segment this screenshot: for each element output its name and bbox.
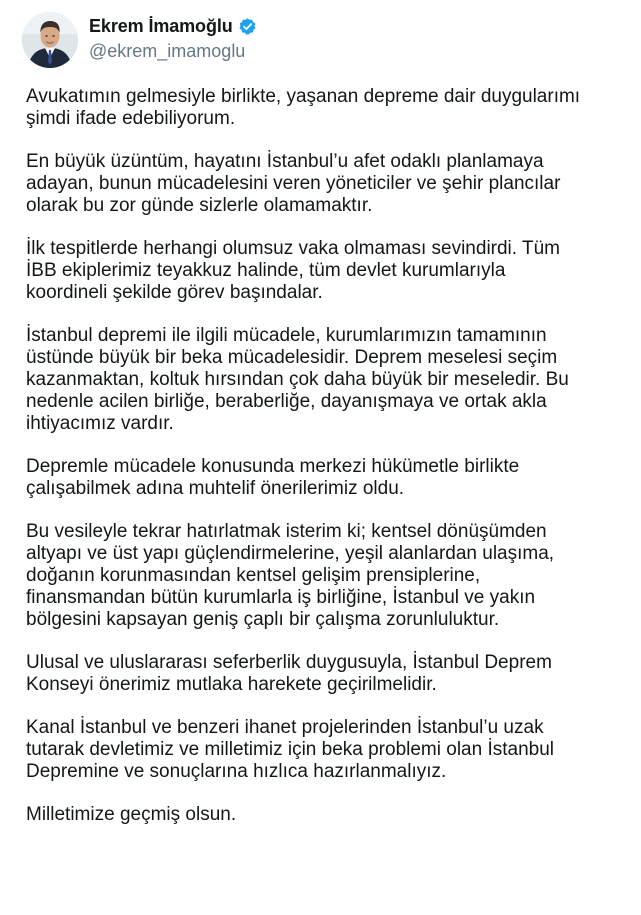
tweet-paragraph: Kanal İstanbul ve benzeri ihanet projelerinden İstanbul’u uzak tutarak devletimiz ve milletimiz için beka problemi olan İstanbul Depremine ve sonuçlarına hızlıca hazırlanmalıyız. xyxy=(26,717,555,782)
verified-badge-icon xyxy=(238,17,257,36)
tweet-paragraph: Milletimize geçmiş olsun. xyxy=(26,804,237,825)
tweet-paragraph: Depremle mücadele konusunda merkezi hükümetle birlikte çalışabilmek adına muhtelif önerilerimiz oldu. xyxy=(26,456,520,499)
tweet-paragraph: Avukatımın gelmesiyle birlikte, yaşanan depreme dair duygularımı şimdi ifade edebiliyorum. xyxy=(26,86,581,129)
name-row xyxy=(89,14,257,38)
tweet-text xyxy=(26,86,626,826)
tweet-paragraph: Ulusal ve uluslararası seferberlik duygusuyla, İstanbul Deprem Konseyi önerimiz mutlaka harekete geçirilmelidir. xyxy=(26,652,552,695)
author-identity xyxy=(89,12,257,62)
username-handle[interactable]: @ekrem_imamoglu xyxy=(89,41,246,61)
tweet-paragraph: En büyük üzüntüm, hayatını İstanbul’u afet odaklı planlamaya adayan, bunun mücadelesini veren yöneticiler ve şehir plancılar olarak bu zor günde sizlerle olamamaktır. xyxy=(26,151,561,216)
tweet-paragraph: İstanbul depremi ile ilgili mücadele, kurumlarımızın tamamının üstünde büyük bir beka mücadelesidir. Deprem meselesi seçim kazanmaktan, koltuk hırsından çok daha büyük bir meseledir. Bu nedenle acilen birliğe, beraberliğe, dayanışmaya ve ortak akla ihtiyacımız vardır. xyxy=(26,325,569,434)
profile-photo-icon xyxy=(22,12,78,68)
tweet-header xyxy=(22,12,257,70)
avatar[interactable] xyxy=(22,12,78,68)
display-name[interactable]: Ekrem İmamoğlu xyxy=(89,15,233,36)
tweet-paragraph: Bu vesileyle tekrar hatırlatmak isterim ki; kentsel dönüşümden altyapı ve üst yapı güçlendirmelerine, yeşil alanlardan ulaşıma, doğanın korunmasından kentsel gelişim prensiplerine, finansmandan bütün kurumlarla iş birliğine, İstanbul ve yakın bölgesini kapsayan geniş çaplı bir çalışma zorunluluktur. xyxy=(26,521,555,630)
tweet-paragraph: İlk tespitlerde herhangi olumsuz vaka olmaması sevindirdi. Tüm İBB ekiplerimiz teyakkuz halinde, tüm devlet kurumlarıyla koordineli şekilde görev başındalar. xyxy=(26,238,560,303)
